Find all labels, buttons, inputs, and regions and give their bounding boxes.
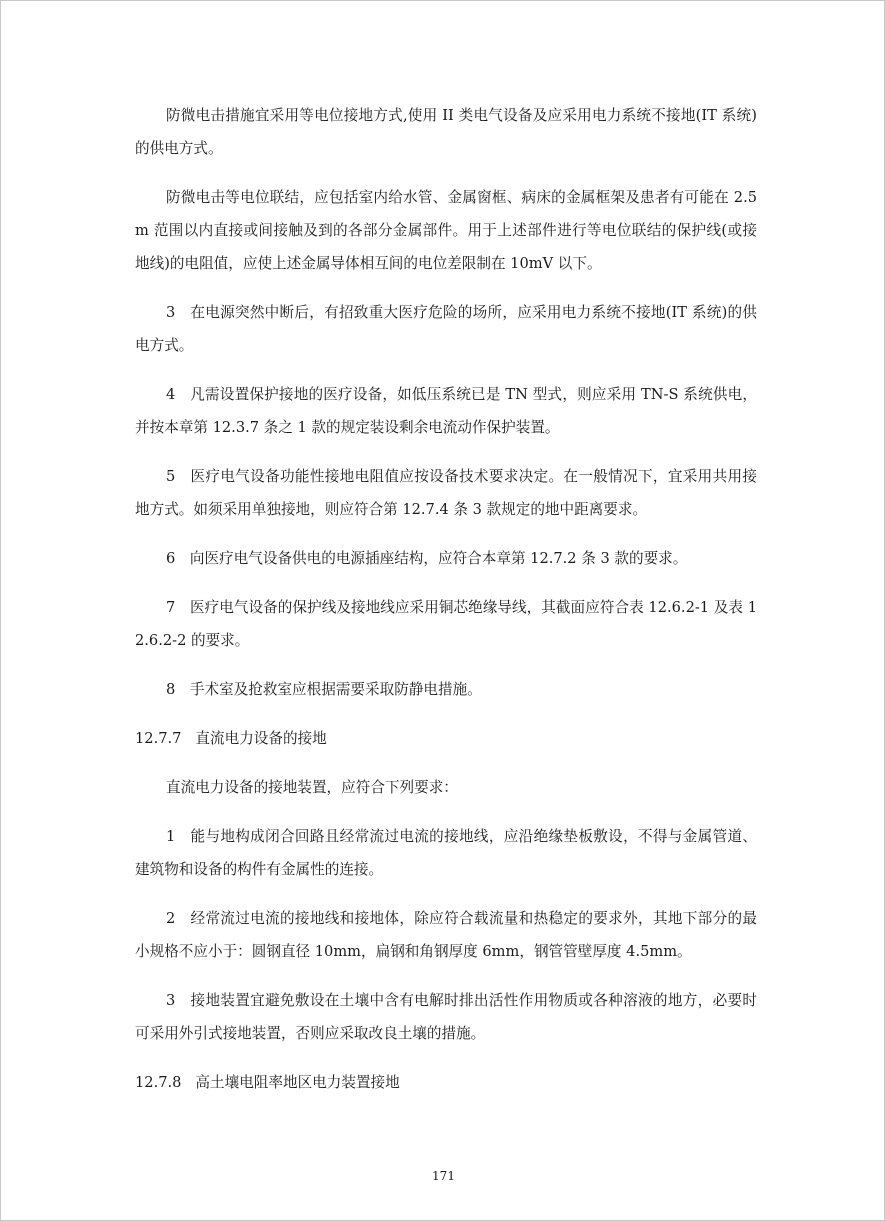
section-title: 直流电力设备的接地 — [195, 730, 327, 747]
paragraph-item-7: 7 医疗电气设备的保护线及接地线应采用铜芯绝缘导线，其截面应符合表 12.6.2-1 及表 12.6.2-2 的要求。 — [135, 599, 757, 649]
section-number: 12.7.8 — [135, 1074, 182, 1091]
paragraph-item-6: 6 向医疗电气设备供电的电源插座结构，应符合本章第 12.7.2 条 3 款的要求。 — [166, 550, 688, 567]
paragraph-equipotential-bonding: 防微电击等电位联结，应包括室内给水管、金属窗框、病床的金属框架及患者有可能在 2.5m 范围以内直接或间接触及到的各部分金属部件。用于上述部件进行等电位联结的保护线(或接地线)的电阻值，应使上述金属导体相互间的电位差限制在 10mV 以下。 — [135, 189, 757, 272]
section-number: 12.7.7 — [135, 730, 182, 747]
section-heading-12-7-7 — [135, 722, 757, 755]
section-heading-12-7-8 — [135, 1066, 757, 1099]
paragraph-micro-shock-measures: 防微电击措施宜采用等电位接地方式,使用 II 类电气设备及应采用电力系统不接地(IT 系统)的供电方式。 — [135, 107, 757, 157]
paragraph-item-8: 8 手术室及抢救室应根据需要采取防静电措施。 — [166, 681, 482, 698]
paragraph-dc-item-3: 3 接地装置宜避免敷设在土壤中含有电解时排出活性作用物质或各种溶液的地方，必要时可采用外引式接地装置，否则应采取改良土壤的措施。 — [135, 992, 757, 1042]
paragraph-item-5: 5 医疗电气设备功能性接地电阻值应按设备技术要求决定。在一般情况下，宜采用共用接地方式。如须采用单独接地，则应符合第 12.7.4 条 3 款规定的地中距离要求。 — [135, 468, 757, 518]
section-title: 高土壤电阻率地区电力装置接地 — [195, 1074, 400, 1091]
paragraph-item-3: 3 在电源突然中断后，有招致重大医疗危险的场所，应采用电力系统不接地(IT 系统)的供电方式。 — [135, 304, 757, 354]
page-body — [135, 99, 757, 1115]
page-number: 171 — [432, 1169, 455, 1183]
paragraph-dc-intro: 直流电力设备的接地装置，应符合下列要求： — [166, 779, 458, 796]
paragraph-dc-item-2: 2 经常流过电流的接地线和接地体，除应符合载流量和热稳定的要求外，其地下部分的最小规格不应小于：圆钢直径 10mm，扁钢和角钢厚度 6mm，钢管管壁厚度 4.5mm。 — [135, 910, 757, 960]
paragraph-item-4: 4 凡需设置保护接地的医疗设备，如低压系统已是 TN 型式，则应采用 TN-S 系统供电，并按本章第 12.3.7 条之 1 款的规定装设剩余电流动作保护装置。 — [135, 386, 757, 436]
paragraph-dc-item-1: 1 能与地构成闭合回路且经常流过电流的接地线，应沿绝缘垫板敷设，不得与金属管道、建筑物和设备的构件有金属性的连接。 — [135, 828, 757, 878]
